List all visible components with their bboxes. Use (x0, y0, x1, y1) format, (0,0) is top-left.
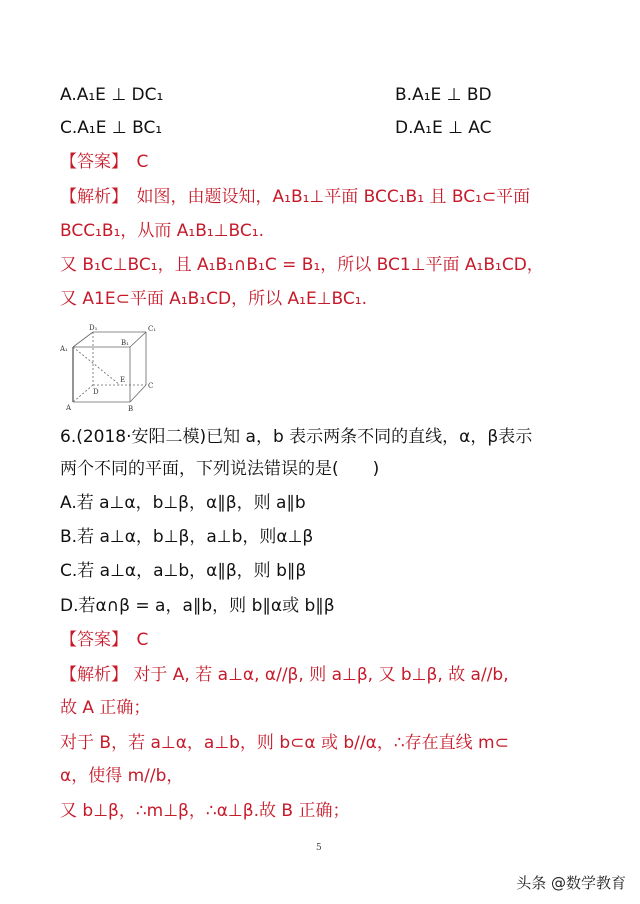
label-c: C (148, 382, 154, 390)
label-b: B (128, 405, 134, 413)
analysis-line: 故 A 正确； (60, 698, 151, 718)
label-b1: B₁ (121, 339, 129, 347)
option-a: A.若 a⊥α，b⊥β，α∥β，则 a∥b (60, 493, 306, 513)
label-c1: C₁ (148, 325, 157, 333)
label-a: A (66, 404, 72, 412)
answer-label: 【答案】 C (60, 630, 149, 650)
analysis-line: 又 b⊥β，∴m⊥β，∴α⊥β.故 B 正确； (60, 801, 350, 821)
question-stem: 两个不同的平面，下列说法错误的是( ) (60, 459, 380, 479)
option-d: D.若α∩β = a，a∥b，则 b∥α或 b∥β (60, 596, 335, 616)
analysis-line: 对于 B，若 a⊥α，a⊥b，则 b⊂α 或 b//α，∴存在直线 m⊂ (60, 733, 509, 753)
option-b: B.若 a⊥α，b⊥β，a⊥b，则α⊥β (60, 527, 314, 547)
analysis-line: 【解析】 对于 A, 若 a⊥α, α//β, 则 a⊥β, 又 b⊥β, 故 a//b, (60, 665, 509, 685)
option-d-prev: D.A₁E ⊥ AC (395, 118, 492, 138)
option-c: C.若 a⊥α，a⊥b，α∥β，则 b∥β (60, 561, 307, 581)
watermark: 头条 @数学教育 (516, 874, 626, 892)
answer-label: 【答案】 C (60, 152, 149, 172)
label-e: E (120, 376, 126, 384)
analysis-line: α，使得 m//b， (60, 766, 184, 786)
option-a-prev: A.A₁E ⊥ DC₁ (60, 85, 164, 105)
page-number: 5 (316, 843, 322, 853)
label-d: D (93, 388, 99, 396)
option-c-prev: C.A₁E ⊥ BC₁ (60, 118, 163, 138)
analysis-line: BCC₁B₁，从而 A₁B₁⊥BC₁. (60, 221, 264, 241)
cube-figure (58, 322, 168, 414)
analysis-line: 又 A1E⊂平面 A₁B₁CD，所以 A₁E⊥BC₁. (60, 289, 367, 309)
question-stem: 6.(2018·安阳二模)已知 a，b 表示两条不同的直线，α，β表示 (60, 427, 533, 447)
label-a1: A₁ (60, 345, 68, 353)
label-d1: D₁ (89, 324, 98, 332)
analysis-line: 【解析】 如图，由题设知，A₁B₁⊥平面 BCC₁B₁ 且 BC₁⊂平面 (60, 187, 531, 207)
analysis-line: 又 B₁C⊥BC₁，且 A₁B₁∩B₁C = B₁，所以 BC1⊥平面 A₁B₁CD， (60, 255, 544, 275)
option-b-prev: B.A₁E ⊥ BD (395, 85, 492, 105)
